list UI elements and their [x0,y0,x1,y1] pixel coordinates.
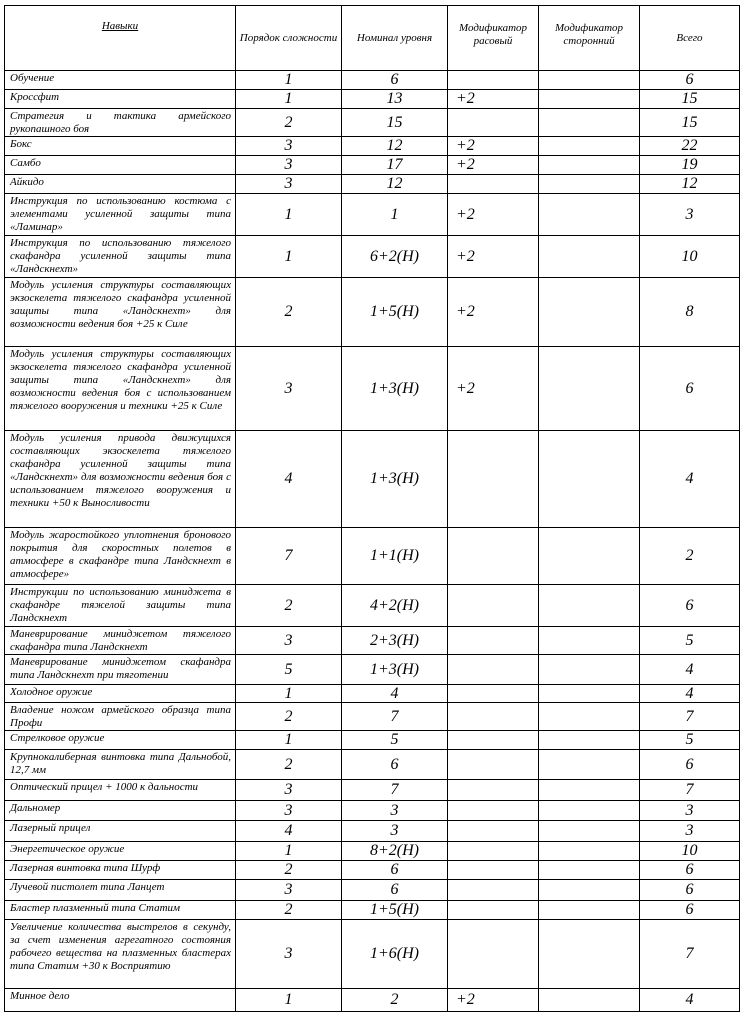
nominal-cell: 1+3(Н) [342,347,448,431]
skill-name: Маневрирование миниджетом скафандра типа Ландскнехт при тяготении [5,655,236,685]
mod-ext-cell [539,627,640,655]
mod-race-cell: +2 [448,156,539,175]
mod-ext-cell [539,347,640,431]
nominal-cell: 8+2(Н) [342,842,448,861]
skill-name: Модуль жаростойкого уплотнения бронового покрытия для скоростных полетов в атмосфере в скафандре типа Ландскнехт в атмосфере» [5,528,236,585]
total-cell: 19 [640,156,740,175]
mod-ext-cell [539,750,640,780]
skill-name: Бокс [5,137,236,156]
skill-name: Крупнокалиберная винтовка типа Дальнобой, 12,7 мм [5,750,236,780]
mod-ext-cell [539,236,640,278]
table-row [5,703,740,731]
table-row [5,801,740,821]
total-cell: 2 [640,528,740,585]
difficulty-cell: 5 [236,655,342,685]
mod-race-cell [448,750,539,780]
total-cell: 10 [640,842,740,861]
mod-race-cell [448,71,539,90]
skill-name: Маневрирование миниджетом тяжелого скафандра типа Ландскнехт [5,627,236,655]
header-difficulty: Порядок сложности [236,6,342,71]
difficulty-cell: 3 [236,137,342,156]
total-cell: 4 [640,685,740,703]
skill-name: Инструкция по использованию тяжелого скафандра усиленной защиты типа «Ландскнехт» [5,236,236,278]
mod-race-cell [448,109,539,137]
table-row [5,989,740,1012]
table-row [5,880,740,901]
total-cell: 6 [640,901,740,920]
total-cell: 12 [640,175,740,194]
difficulty-cell: 2 [236,585,342,627]
header-total: Всего [640,6,740,71]
mod-ext-cell [539,175,640,194]
nominal-cell: 6 [342,71,448,90]
difficulty-cell: 2 [236,750,342,780]
mod-ext-cell [539,821,640,842]
mod-ext-cell [539,989,640,1012]
difficulty-cell: 2 [236,109,342,137]
difficulty-cell: 3 [236,880,342,901]
table-row [5,842,740,861]
total-cell: 6 [640,71,740,90]
mod-race-cell: +2 [448,278,539,347]
total-cell: 4 [640,655,740,685]
table-row [5,278,740,347]
nominal-cell: 1+5(Н) [342,901,448,920]
skill-name: Модуль усиления структуры составляющих экзоскелета тяжелого скафандра усиленной защиты типа «Ландскнехт» для возможности ведения боя +25 к Силе [5,278,236,347]
mod-ext-cell [539,901,640,920]
mod-ext-cell [539,861,640,880]
table-row [5,901,740,920]
total-cell: 6 [640,750,740,780]
total-cell: 5 [640,627,740,655]
difficulty-cell: 1 [236,842,342,861]
mod-race-cell [448,780,539,801]
difficulty-cell: 4 [236,431,342,528]
difficulty-cell: 2 [236,901,342,920]
difficulty-cell: 3 [236,627,342,655]
nominal-cell: 1+3(Н) [342,431,448,528]
nominal-cell: 7 [342,780,448,801]
table-row [5,175,740,194]
table-row [5,528,740,585]
nominal-cell: 1+3(Н) [342,655,448,685]
table-row [5,780,740,801]
mod-ext-cell [539,801,640,821]
total-cell: 3 [640,801,740,821]
total-cell: 7 [640,703,740,731]
header-skills: Навыки [5,6,236,71]
table-row [5,585,740,627]
header-mod-ext: Модификатор сторонний [539,6,640,71]
total-cell: 6 [640,880,740,901]
mod-race-cell [448,627,539,655]
difficulty-cell: 4 [236,821,342,842]
mod-ext-cell [539,528,640,585]
skill-name: Самбо [5,156,236,175]
skill-name: Лучевой пистолет типа Ланцет [5,880,236,901]
table-body [5,71,740,1012]
total-cell: 7 [640,780,740,801]
mod-race-cell: +2 [448,236,539,278]
mod-race-cell [448,901,539,920]
difficulty-cell: 3 [236,347,342,431]
mod-ext-cell [539,880,640,901]
table-header-row [5,6,740,71]
nominal-cell: 6 [342,750,448,780]
difficulty-cell: 1 [236,71,342,90]
nominal-cell: 1+5(Н) [342,278,448,347]
total-cell: 3 [640,821,740,842]
mod-race-cell [448,655,539,685]
nominal-cell: 3 [342,801,448,821]
mod-race-cell [448,703,539,731]
mod-race-cell: +2 [448,989,539,1012]
mod-race-cell [448,431,539,528]
mod-ext-cell [539,431,640,528]
table-row [5,655,740,685]
skill-name: Кроссфит [5,90,236,109]
difficulty-cell: 3 [236,920,342,989]
mod-race-cell: +2 [448,194,539,236]
table-row [5,90,740,109]
mod-ext-cell [539,585,640,627]
total-cell: 5 [640,731,740,750]
difficulty-cell: 7 [236,528,342,585]
nominal-cell: 7 [342,703,448,731]
mod-race-cell [448,861,539,880]
nominal-cell: 1 [342,194,448,236]
nominal-cell: 12 [342,175,448,194]
table-row [5,236,740,278]
table-row [5,71,740,90]
table-row [5,920,740,989]
nominal-cell: 5 [342,731,448,750]
skill-name: Оптический прицел + 1000 к дальности [5,780,236,801]
nominal-cell: 13 [342,90,448,109]
nominal-cell: 17 [342,156,448,175]
skills-table [4,5,740,1012]
mod-race-cell [448,175,539,194]
skill-name: Дальномер [5,801,236,821]
nominal-cell: 3 [342,821,448,842]
mod-ext-cell [539,703,640,731]
mod-race-cell [448,821,539,842]
skill-name: Модуль усиления привода движущихся составляющих экзоскелета тяжелого скафандра усиленной защиты типа «Ландскнехт» для возможности ведения боя с использованием тяжелого вооружения и техники +50 к Выносливости [5,431,236,528]
total-cell: 10 [640,236,740,278]
skill-name: Обучение [5,71,236,90]
mod-ext-cell [539,90,640,109]
nominal-cell: 6+2(Н) [342,236,448,278]
mod-ext-cell [539,920,640,989]
skill-name: Увеличение количества выстрелов в секунду, за счет изменения агрегатного состояния рабочего вещества на плазменных бластерах типа Статим +30 к Восприятию [5,920,236,989]
nominal-cell: 1+1(Н) [342,528,448,585]
mod-ext-cell [539,842,640,861]
difficulty-cell: 1 [236,989,342,1012]
mod-ext-cell [539,109,640,137]
total-cell: 8 [640,278,740,347]
table-row [5,861,740,880]
difficulty-cell: 2 [236,703,342,731]
difficulty-cell: 1 [236,731,342,750]
nominal-cell: 2+3(Н) [342,627,448,655]
table-row [5,685,740,703]
total-cell: 7 [640,920,740,989]
header-nominal: Номинал уровня [342,6,448,71]
mod-race-cell [448,801,539,821]
table-row [5,821,740,842]
skill-name: Айкидо [5,175,236,194]
difficulty-cell: 3 [236,156,342,175]
mod-ext-cell [539,780,640,801]
mod-race-cell [448,920,539,989]
mod-ext-cell [539,278,640,347]
skill-name: Лазерный прицел [5,821,236,842]
total-cell: 22 [640,137,740,156]
table-row [5,750,740,780]
difficulty-cell: 3 [236,780,342,801]
mod-race-cell: +2 [448,90,539,109]
nominal-cell: 12 [342,137,448,156]
difficulty-cell: 1 [236,236,342,278]
difficulty-cell: 3 [236,175,342,194]
mod-race-cell [448,880,539,901]
header-mod-race: Модификатор расовый [448,6,539,71]
table-row [5,194,740,236]
skill-name: Бластер плазменный типа Статим [5,901,236,920]
mod-ext-cell [539,194,640,236]
mod-race-cell [448,842,539,861]
table-row [5,431,740,528]
difficulty-cell: 1 [236,90,342,109]
total-cell: 6 [640,347,740,431]
difficulty-cell: 2 [236,278,342,347]
total-cell: 6 [640,585,740,627]
mod-race-cell [448,528,539,585]
skill-name: Стрелковое оружие [5,731,236,750]
total-cell: 4 [640,431,740,528]
mod-race-cell [448,731,539,750]
difficulty-cell: 1 [236,194,342,236]
skill-name: Стратегия и тактика армейского рукопашного боя [5,109,236,137]
mod-ext-cell [539,137,640,156]
table-row [5,109,740,137]
total-cell: 6 [640,861,740,880]
skill-name: Энергетическое оружие [5,842,236,861]
skill-name: Минное дело [5,989,236,1012]
skill-name: Инструкция по использованию костюма с элементами усиленной защиты типа «Ламинар» [5,194,236,236]
nominal-cell: 4 [342,685,448,703]
nominal-cell: 15 [342,109,448,137]
total-cell: 15 [640,109,740,137]
nominal-cell: 4+2(Н) [342,585,448,627]
total-cell: 4 [640,989,740,1012]
mod-ext-cell [539,685,640,703]
nominal-cell: 6 [342,861,448,880]
skill-name: Лазерная винтовка типа Шурф [5,861,236,880]
nominal-cell: 2 [342,989,448,1012]
mod-ext-cell [539,655,640,685]
mod-race-cell: +2 [448,137,539,156]
mod-ext-cell [539,156,640,175]
skill-name: Инструкции по использованию миниджета в скафандре тяжелой защиты типа Ландскнехт [5,585,236,627]
difficulty-cell: 1 [236,685,342,703]
nominal-cell: 6 [342,880,448,901]
mod-ext-cell [539,71,640,90]
skill-name: Модуль усиления структуры составляющих экзоскелета тяжелого скафандра усиленной защиты типа «Ландскнехт» для возможности ведения боя с использованием тяжелого вооружения и техники +25 к Силе [5,347,236,431]
mod-race-cell [448,685,539,703]
table-row [5,731,740,750]
mod-race-cell: +2 [448,347,539,431]
table-row [5,347,740,431]
skill-name: Владение ножом армейского образца типа Профи [5,703,236,731]
nominal-cell: 1+6(Н) [342,920,448,989]
difficulty-cell: 3 [236,801,342,821]
table-row [5,137,740,156]
mod-ext-cell [539,731,640,750]
total-cell: 3 [640,194,740,236]
table-row [5,627,740,655]
skill-name: Холодное оружие [5,685,236,703]
total-cell: 15 [640,90,740,109]
table-row [5,156,740,175]
difficulty-cell: 2 [236,861,342,880]
mod-race-cell [448,585,539,627]
